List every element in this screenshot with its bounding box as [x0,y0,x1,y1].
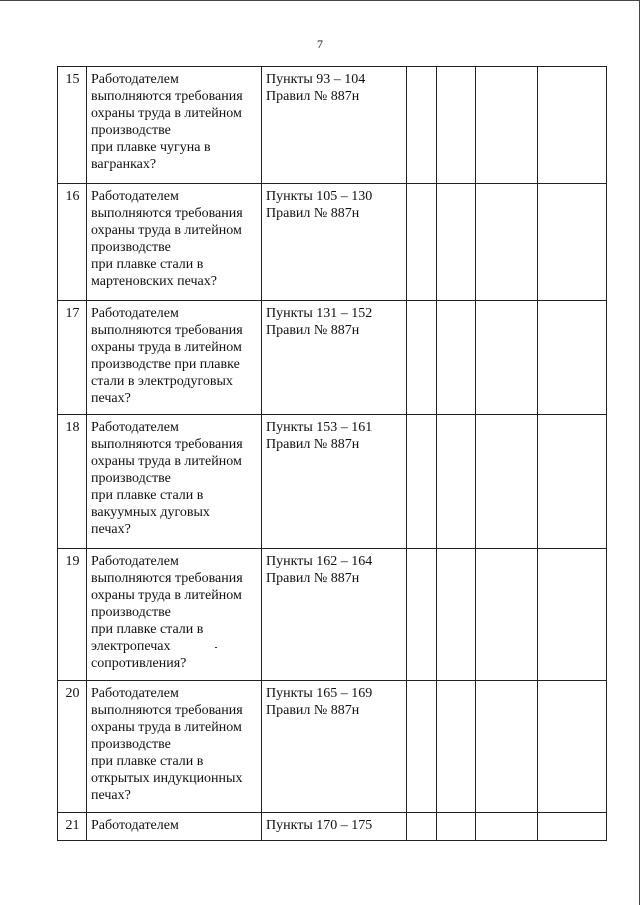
table-row [58,301,607,415]
checklist-table [57,66,607,841]
table-row [58,67,607,184]
reference-cell: Пункты 153 – 161 Правил № 887н [262,415,407,549]
answer-not-applicable-cell[interactable] [476,681,538,813]
reference-cell: Пункты 162 – 164 Правил № 887н [262,549,407,681]
answer-no-cell[interactable] [437,415,476,549]
answer-yes-cell[interactable] [407,301,437,415]
answer-yes-cell[interactable] [407,813,437,841]
answer-no-cell[interactable] [437,184,476,301]
answer-not-applicable-cell[interactable] [476,549,538,681]
answer-not-applicable-cell[interactable] [476,67,538,184]
row-number: 17 [58,301,87,415]
row-number: 19 [58,549,87,681]
table-row [58,184,607,301]
row-number: 20 [58,681,87,813]
answer-no-cell[interactable] [437,67,476,184]
row-number: 15 [58,67,87,184]
answer-yes-cell[interactable] [407,415,437,549]
answer-not-applicable-cell[interactable] [476,184,538,301]
scan-speck [215,647,217,648]
table-row [58,813,607,841]
page-number: 7 [317,37,323,51]
reference-cell: Пункты 93 – 104 Правил № 887н [262,67,407,184]
answer-not-applicable-cell[interactable] [476,415,538,549]
answer-no-cell[interactable] [437,301,476,415]
row-number: 18 [58,415,87,549]
notes-cell[interactable] [538,813,607,841]
notes-cell[interactable] [538,301,607,415]
notes-cell[interactable] [538,415,607,549]
row-number: 16 [58,184,87,301]
question-cell: Работодателем выполняются требования охраны труда в литейном производстве при плавке стали в мартеновских печах? [87,184,262,301]
question-cell: Работодателем выполняются требования охраны труда в литейном производстве при плавке стали в открытых индукционных печах? [87,681,262,813]
question-cell: Работодателем выполняются требования охраны труда в литейном производстве при плавке стали в электродуговых печах? [87,301,262,415]
answer-yes-cell[interactable] [407,184,437,301]
answer-yes-cell[interactable] [407,67,437,184]
reference-cell: Пункты 105 – 130 Правил № 887н [262,184,407,301]
table-row [58,681,607,813]
reference-cell: Пункты 170 – 175 [262,813,407,841]
answer-not-applicable-cell[interactable] [476,301,538,415]
question-cell: Работодателем выполняются требования охраны труда в литейном производстве при плавке чугуна в вагранках? [87,67,262,184]
notes-cell[interactable] [538,549,607,681]
answer-no-cell[interactable] [437,549,476,681]
answer-no-cell[interactable] [437,813,476,841]
reference-cell: Пункты 165 – 169 Правил № 887н [262,681,407,813]
answer-yes-cell[interactable] [407,549,437,681]
notes-cell[interactable] [538,184,607,301]
table-row [58,415,607,549]
answer-no-cell[interactable] [437,681,476,813]
notes-cell[interactable] [538,67,607,184]
question-cell: Работодателем [87,813,262,841]
answer-yes-cell[interactable] [407,681,437,813]
notes-cell[interactable] [538,681,607,813]
table-row [58,549,607,681]
answer-not-applicable-cell[interactable] [476,813,538,841]
question-cell: Работодателем выполняются требования охраны труда в литейном производстве при плавке стали в вакуумных дуговых печах? [87,415,262,549]
question-cell: Работодателем выполняются требования охраны труда в литейном производстве при плавке стали в электропечах сопротивления? [87,549,262,681]
reference-cell: Пункты 131 – 152 Правил № 887н [262,301,407,415]
row-number: 21 [58,813,87,841]
scan-top-edge [0,0,640,1]
